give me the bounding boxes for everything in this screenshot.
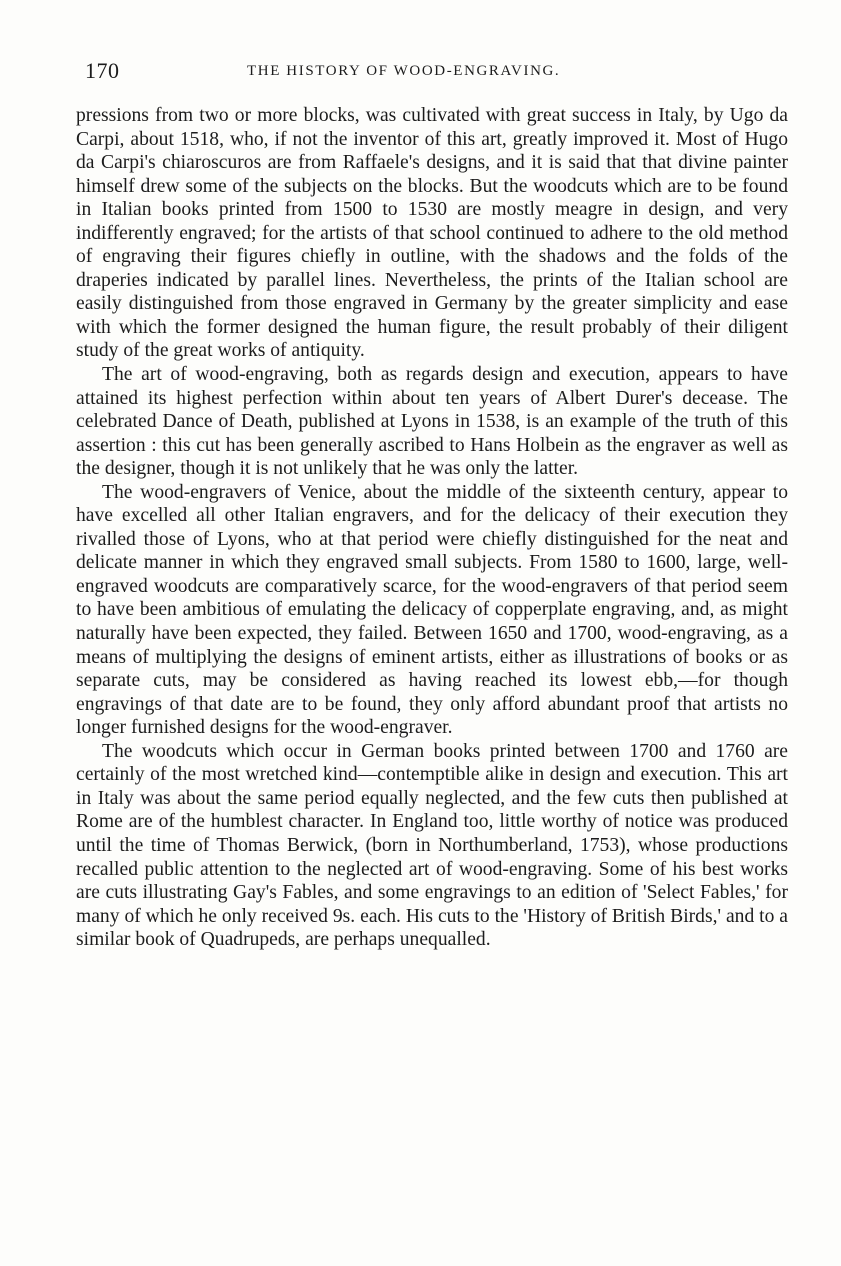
running-title: THE HISTORY OF WOOD-ENGRAVING. [247,63,561,79]
paragraph-1: pressions from two or more blocks, was cultivated with great success in Italy, by Ugo da Carpi, about 1518, who, if not the inventor of this art, greatly improved it. Most of Hugo da Carpi's chiaroscuros are from Raffaele's designs, and it is said that that divine painter himself drew some of the subjects on the blocks. But the woodcuts which are to be found in Italian books printed from 1500 to 1530 are mostly meagre in design, and very indifferently engraved; for the artists of that school continued to adhere to the old method of engraving their figures chiefly in outline, with the shadows and the folds of the draperies indicated by parallel lines. Nevertheless, the prints of the Italian school are easily distinguished from those engraved in Germany by the greater simplicity and ease with which the former designed the human figure, the result probably of their diligent study of the great works of antiquity. [76,105,788,362]
paragraph-4: The woodcuts which occur in German books printed between 1700 and 1760 are certainly of the most wretched kind—contemptible alike in design and execution. This art in Italy was about the same period equally neglected, and the few cuts then published at Rome are of the humblest character. In England too, little worthy of notice was produced until the time of Thomas Berwick, (born in Northumberland, 1753), whose productions recalled public attention to the neglected art of wood-engraving. Some of his best works are cuts illustrating Gay's Fables, and some engravings to an edition of 'Select Fables,' for many of which he only received 9s. each. His cuts to the 'History of British Birds,' and to a similar book of Quadrupeds, are perhaps unequalled. [76,740,788,951]
page-header [85,58,785,88]
paragraph-3: The wood-engravers of Venice, about the middle of the sixteenth century, appear to have excelled all other Italian engravers, and for the delicacy of their execution they rivalled those of Lyons, who at that period were chiefly distinguished for the neat and delicate manner in which they engraved small subjects. From 1580 to 1600, large, well-engraved woodcuts are comparatively scarce, for the wood-engravers of that period seem to have been ambitious of emulating the delicacy of copperplate engraving, and, as might naturally have been expected, they failed. Between 1650 and 1700, wood-engraving, as a means of multiplying the designs of eminent artists, either as illustrations of books or as separate cuts, may be considered as having reached its lowest ebb,—for though engravings of that date are to be found, they only afford abundant proof that artists no longer furnished designs for the wood-engraver. [76,481,788,739]
page-number: 170 [85,58,120,83]
body-text [76,104,788,952]
paragraph-2: The art of wood-engraving, both as regards design and execution, appears to have attained its highest perfection within about ten years of Albert Durer's decease. The celebrated Dance of Death, published at Lyons in 1538, is an example of the truth of this assertion : this cut has been generally ascribed to Hans Holbein as the engraver as well as the designer, though it is not unlikely that he was only the latter. [76,364,788,480]
